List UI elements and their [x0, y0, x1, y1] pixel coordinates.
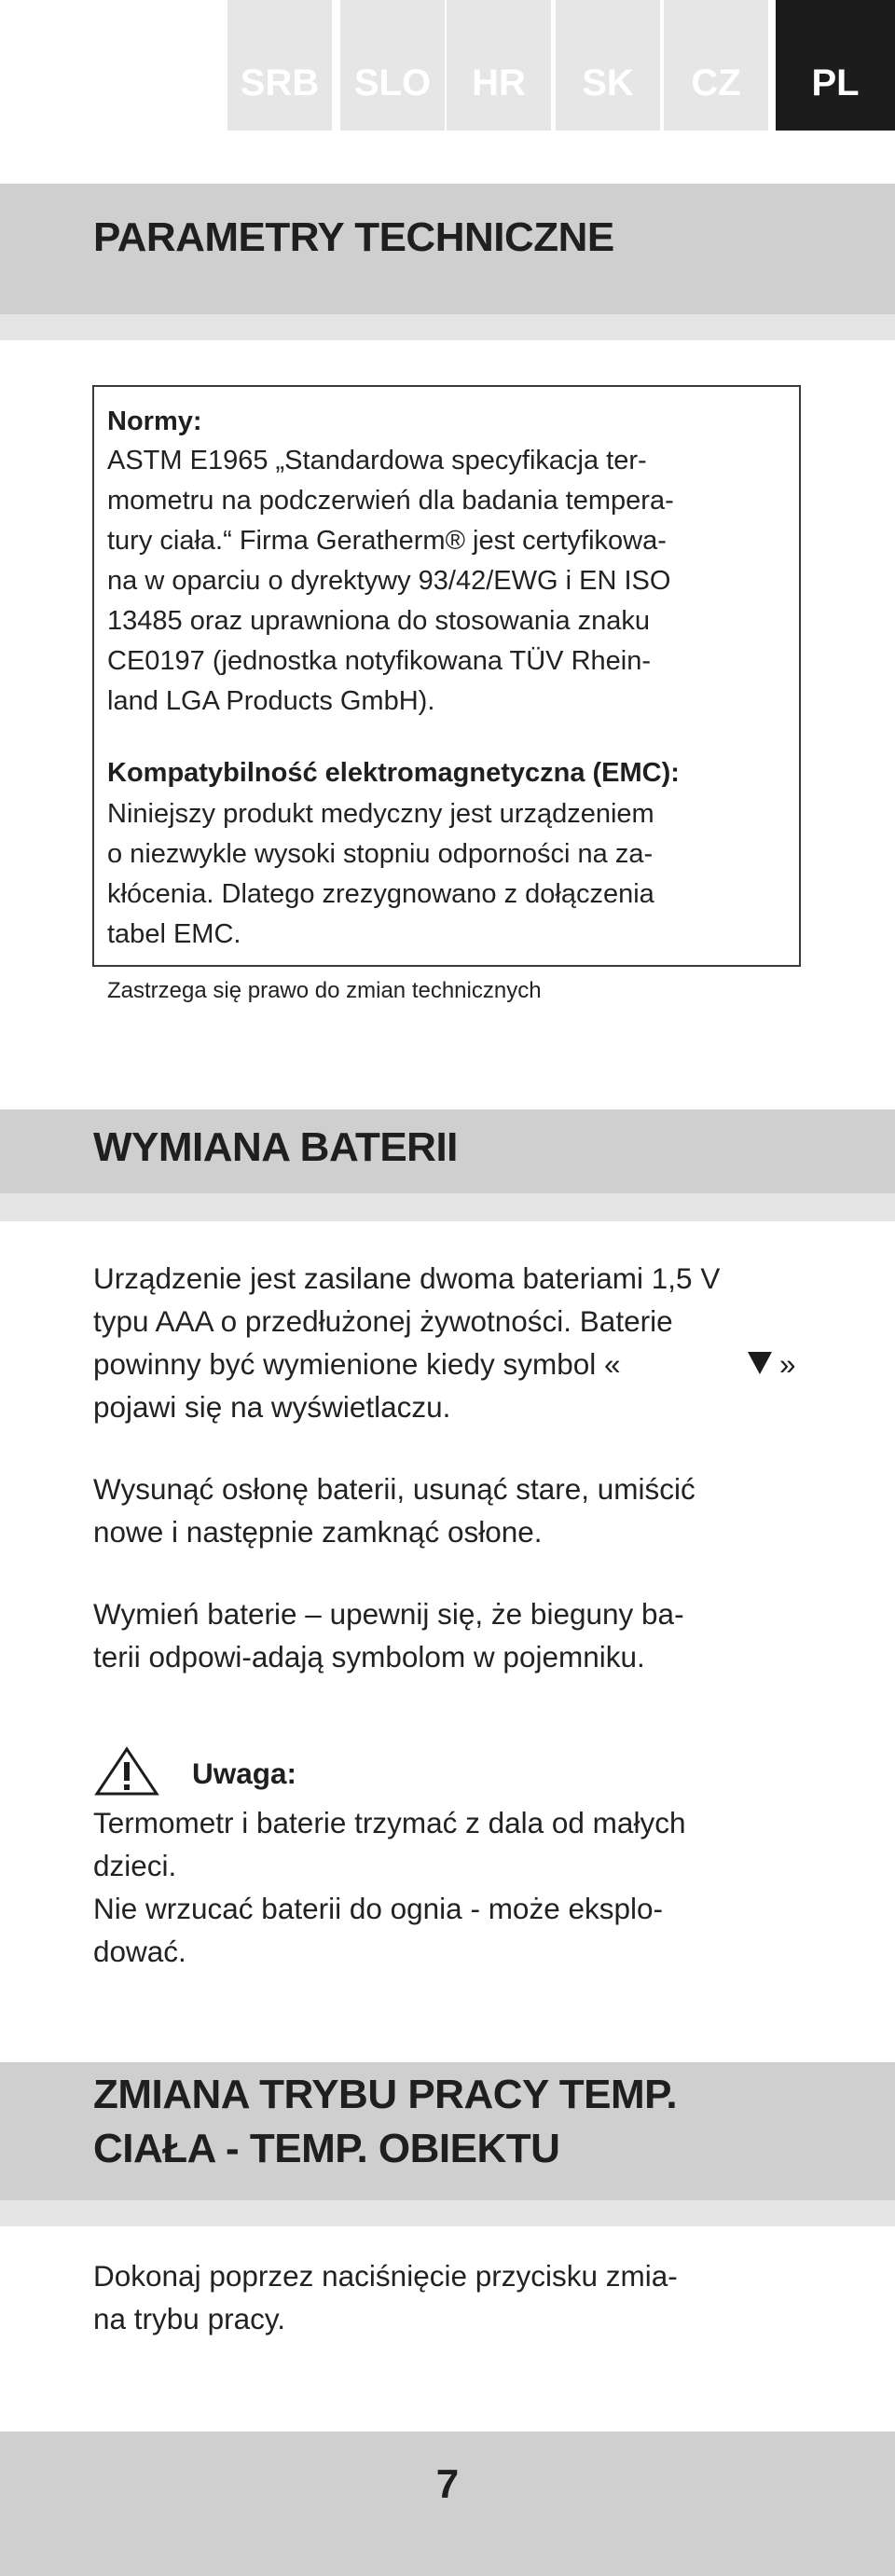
- warning-title: Uwaga:: [192, 1756, 297, 1790]
- standards-line: tury ciała.“ Firma Geratherm® jest certyfikowa-: [107, 526, 667, 556]
- paragraph-line: Dokonaj poprzez naciśnięcie przycisku zmia-: [93, 2259, 678, 2293]
- warning-line: Nie wrzucać baterii do ognia - może eksplo-: [93, 1892, 664, 1925]
- standards-line: land LGA Products GmbH).: [107, 686, 435, 716]
- standards-line: CE0197 (jednostka notyfikowana TÜV Rhein-: [107, 646, 652, 676]
- warning-line: dować.: [93, 1935, 186, 1968]
- standards-line: 13485 oraz uprawniona do stosowania znaku: [107, 606, 651, 636]
- standards-line: mometru na podczerwień dla badania tempera-: [107, 486, 674, 516]
- section-header-shadow: [0, 1193, 895, 1221]
- warning-triangle-icon: [93, 1745, 160, 1798]
- tab-slo[interactable]: SLO: [340, 0, 445, 131]
- tab-sk[interactable]: SK: [556, 0, 660, 131]
- tab-pl[interactable]: PL: [776, 0, 895, 131]
- technical-changes-note: Zastrzega się prawo do zmian technicznych: [107, 978, 542, 1003]
- paragraph-line: Wymień baterie – upewnij się, że bieguny ba-: [93, 1597, 684, 1631]
- battery-low-icon: [746, 1348, 774, 1381]
- section-header-shadow: [0, 2200, 895, 2226]
- emc-title: Kompatybilność elektromagnetyczna (EMC):: [107, 758, 680, 788]
- section-title-mode-line-2: CIAŁA - TEMP. OBIEKTU: [93, 2126, 560, 2171]
- tab-hr[interactable]: HR: [447, 0, 551, 131]
- page-number: 7: [435, 2461, 460, 2507]
- paragraph-line: Urządzenie jest zasilane dwoma bateriami 1,5 V: [93, 1261, 721, 1295]
- emc-line: tabel EMC.: [107, 919, 241, 949]
- paragraph-line: terii odpowi-adają symbolom w pojemniku.: [93, 1640, 645, 1674]
- standards-line: ASTM E1965 „Standardowa specyfikacja ter-: [107, 446, 647, 475]
- language-tabs: [0, 0, 895, 131]
- battery-symbol-close-quote: »: [779, 1347, 796, 1381]
- emc-line: Niniejszy produkt medyczny jest urządzeniem: [107, 799, 654, 829]
- standards-title: Normy:: [107, 406, 202, 436]
- paragraph-line: na trybu pracy.: [93, 2302, 286, 2335]
- paragraph-line: [93, 1343, 746, 1385]
- section-header-shadow: [0, 314, 895, 340]
- standards-line: na w oparciu o dyrektywy 93/42/EWG i EN ISO: [107, 566, 671, 596]
- tab-cz[interactable]: CZ: [664, 0, 768, 131]
- tab-srb[interactable]: SRB: [227, 0, 332, 131]
- warning-heading: [93, 1745, 802, 1798]
- paragraph-line-text: powinny być wymienione kiedy symbol «: [93, 1347, 621, 1381]
- warning-line: Termometr i baterie trzymać z dala od małych: [93, 1806, 686, 1839]
- paragraph-line: Wysunąć osłonę baterii, usunąć stare, umiścić: [93, 1472, 695, 1506]
- section-title-technical: PARAMETRY TECHNICZNE: [93, 214, 614, 260]
- paragraph-line: pojawi się na wyświetlaczu.: [93, 1390, 451, 1424]
- warning-line: dzieci.: [93, 1849, 177, 1882]
- paragraph-line: typu AAA o przedłużonej żywotności. Baterie: [93, 1304, 673, 1338]
- section-title-mode-line-1: ZMIANA TRYBU PRACY TEMP.: [93, 2072, 678, 2117]
- emc-line: o niezwykle wysoki stopniu odporności na za-: [107, 839, 654, 869]
- paragraph-line: nowe i następnie zamknąć osłone.: [93, 1515, 543, 1549]
- section-title-battery: WYMIANA BATERII: [93, 1124, 458, 1170]
- emc-line: kłócenia. Dlatego zrezygnowano z dołączenia: [107, 879, 654, 909]
